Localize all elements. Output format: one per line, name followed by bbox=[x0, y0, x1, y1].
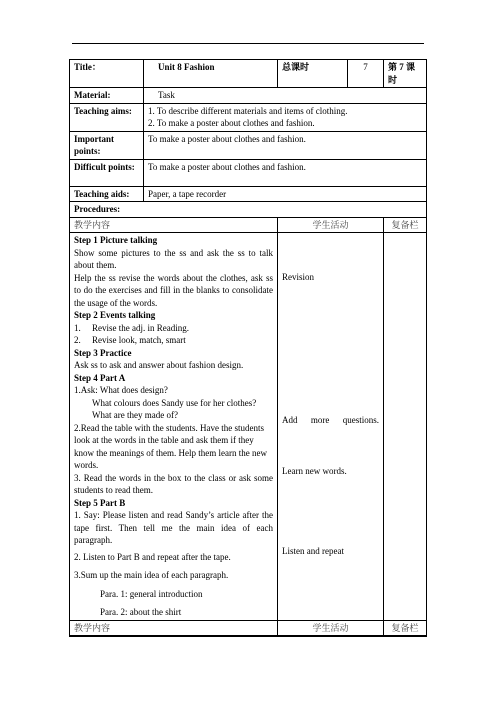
important-row bbox=[70, 131, 427, 159]
material-label: Material: bbox=[70, 88, 144, 104]
column-header-row bbox=[70, 621, 427, 637]
title-label: Title： bbox=[70, 60, 144, 88]
notes-cell bbox=[384, 233, 427, 636]
step-text: What colours does Sandy use for her clothes? bbox=[92, 397, 257, 408]
procedure-body-row bbox=[70, 233, 427, 636]
step-title: Step 2 Events talking bbox=[74, 310, 156, 320]
list-text: Revise look, match, smart bbox=[92, 335, 186, 345]
list-text: Revise the adj. in Reading. bbox=[92, 322, 189, 333]
column-header-row bbox=[70, 217, 427, 233]
activity-text: Add more questions. bbox=[282, 415, 379, 425]
step-title: Step 4 Part A bbox=[74, 372, 126, 383]
activity-text: Revision bbox=[282, 272, 315, 282]
step-text: Show some pictures to the ss and ask the ss to talk about them. bbox=[74, 247, 273, 270]
lesson-label: 第 7 课时 bbox=[384, 60, 427, 88]
important-label: Important points: bbox=[70, 131, 144, 159]
header-rule bbox=[72, 43, 424, 44]
aims-label: Teaching aims: bbox=[70, 103, 144, 131]
list-item bbox=[74, 322, 273, 335]
procedures-row bbox=[70, 202, 427, 218]
aims-row bbox=[70, 103, 427, 131]
continuation-table bbox=[69, 620, 427, 637]
title-row bbox=[70, 60, 427, 88]
difficult-label: Difficult points: bbox=[70, 159, 144, 186]
content-cell bbox=[70, 233, 278, 636]
step-text: Para. 2: about the shirt bbox=[100, 607, 182, 617]
period-value: 7 bbox=[348, 60, 384, 88]
aids-label: Teaching aids: bbox=[70, 186, 144, 202]
step-text: Ask ss to ask and answer about fashion design. bbox=[74, 360, 244, 370]
difficult-row bbox=[70, 159, 427, 186]
col-header-activity: 学生活动 bbox=[278, 217, 384, 233]
step-text: 1. Say: Please listen and read Sandy’s article after the tape first. Then tell me the main idea of each paragraph. bbox=[74, 510, 273, 545]
procedures-label: Procedures: bbox=[70, 202, 427, 218]
aim-item: 2. To make a poster about clothes and fashion. bbox=[148, 118, 315, 128]
step-text: Help the ss revise the words about the clothes, ask ss to do the exercises and fill in the blanks to consolidate the usage of the words. bbox=[74, 272, 273, 308]
aim-item: 1. To describe different materials and items of clothing. bbox=[148, 105, 348, 116]
col-header-activity: 学生活动 bbox=[278, 621, 384, 637]
difficult-value: To make a poster about clothes and fashion. bbox=[144, 159, 427, 186]
step-title: Step 5 Part B bbox=[74, 497, 126, 508]
col-header-content: 教学内容 bbox=[70, 621, 278, 637]
step-text: Para. 1: general introduction bbox=[100, 588, 203, 599]
step-text: 2.Read the table with the students. Have the students look at the words in the table and ask them if they know the meanings of them. Help them learn the new words. bbox=[74, 422, 267, 470]
material-row bbox=[70, 88, 427, 104]
step-title: Step 1 Picture talking bbox=[74, 235, 158, 245]
aids-row bbox=[70, 186, 427, 202]
activity-text: Listen and repeat bbox=[282, 546, 344, 556]
col-header-content: 教学内容 bbox=[70, 217, 278, 233]
material-value: Task bbox=[144, 88, 427, 104]
step-text: 1.Ask: What does design? bbox=[74, 385, 168, 395]
list-number: 2. bbox=[74, 335, 81, 345]
step-text: 3. Read the words in the box to the class or ask some students to read them. bbox=[74, 472, 273, 495]
step-text: 3.Sum up the main idea of each paragraph. bbox=[74, 570, 229, 580]
step-title: Step 3 Practice bbox=[74, 347, 132, 358]
list-item bbox=[74, 334, 273, 347]
list-number: 1. bbox=[74, 322, 81, 333]
aids-value: Paper, a tape recorder bbox=[144, 186, 427, 202]
col-header-notes: 复备栏 bbox=[384, 217, 427, 233]
step-text: 2. Listen to Part B and repeat after the tape. bbox=[74, 551, 231, 562]
lesson-plan-table bbox=[69, 59, 427, 636]
step-text: What are they made of? bbox=[92, 410, 178, 420]
col-header-notes: 复备栏 bbox=[384, 621, 427, 637]
activity-cell bbox=[278, 233, 384, 636]
period-label: 总课时 bbox=[278, 60, 348, 88]
aims-list bbox=[144, 103, 427, 131]
important-value: To make a poster about clothes and fashion. bbox=[144, 131, 427, 159]
title-value: Unit 8 Fashion bbox=[144, 60, 278, 88]
activity-text: Learn new words. bbox=[282, 466, 347, 476]
